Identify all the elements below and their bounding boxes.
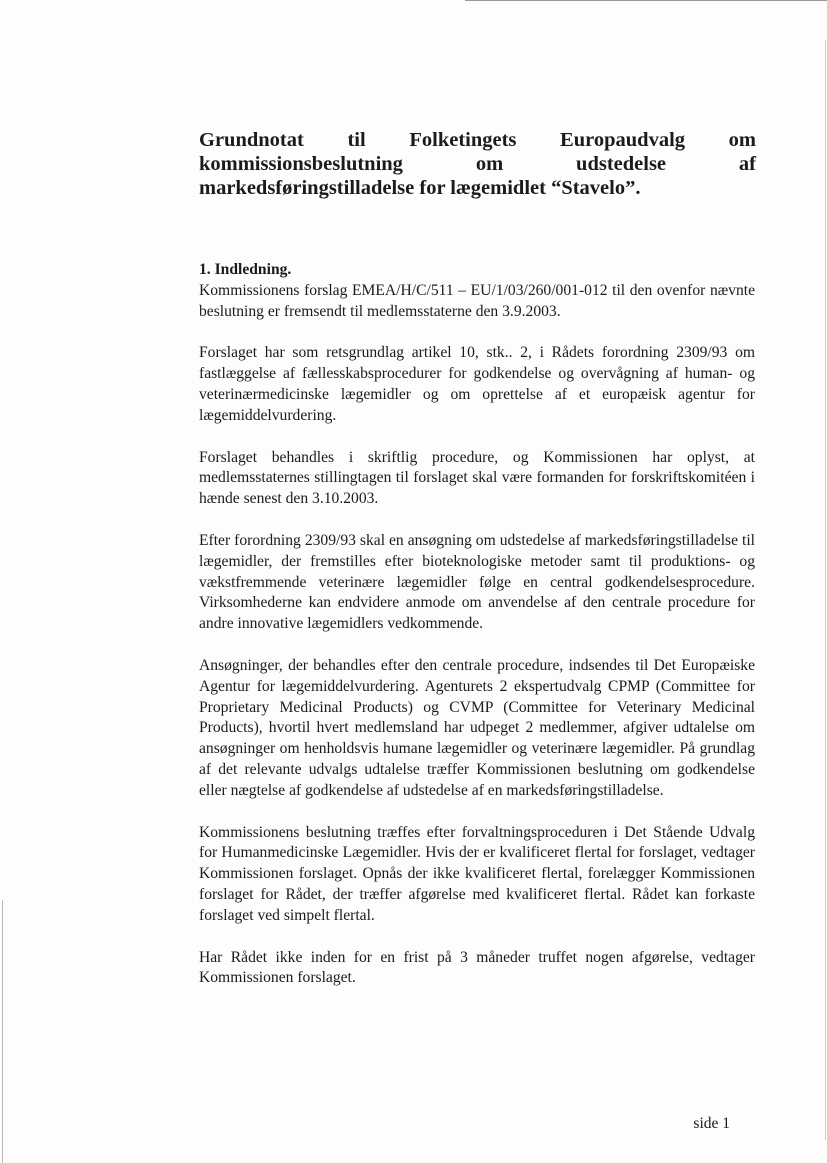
scan-edge-line (465, 0, 827, 1)
paragraph: Efter forordning 2309/93 skal en ansøgning om udstedelse af markedsføringstilladelse til lægemidler, der fremstilles efter bioteknologiske metoder samt til produktions- og vækstfremmende veterinære lægemidler følge en central godkendelsesprocedure. Virksomhederne kan endvidere anmode om anvendelse af den centrale procedure for andre innovative lægemidlers vedkommende. (199, 531, 755, 633)
scan-edge-line (825, 40, 826, 1140)
paragraph: Har Rådet ikke inden for en frist på 3 måneder truffet nogen afgørelse, vedtager Kommissionen forslaget. (199, 948, 755, 987)
scan-edge-line (2, 900, 3, 1163)
paragraph: Kommissionens forslag EMEA/H/C/511 – EU/1/03/260/001-012 til den ovenfor nævnte beslutning er fremsendt til medlemsstaterne den 3.9.2003. (199, 281, 755, 320)
section-heading: 1. Indledning. (199, 261, 292, 278)
paragraph: Forslaget har som retsgrundlag artikel 10, stk.. 2, i Rådets forordning 2309/93 om fastlæggelse af fællesskabsprocedurer for godkendelse og overvågning af human- og veterinærmedicinske lægemidler og om oprettelse af et europæisk agentur for lægemiddelvurdering. (199, 344, 755, 424)
paragraph: Kommissionens beslutning træffes efter forvaltningsproceduren i Det Stående Udvalg for Humanmedicinske Lægemidler. Hvis der er kvalificeret flertal for forslaget, vedtager Kommissionen forslaget. Opnås der ikke kvalificeret flertal, forelægger Kommissionen forslaget for Rådet, der træffer afgørelse med kvalificeret flertal. Rådet kan forkaste forslaget ved simpelt flertal. (199, 823, 755, 924)
page-number: side 1 (693, 1115, 730, 1132)
paragraph: Forslaget behandles i skriftlig procedure, og Kommissionen har oplyst, at medlemsstaternes stillingtagen til forslaget skal være formanden for forskriftskomitéen i hænde senest den 3.10.2003. (199, 448, 755, 508)
document-body (199, 260, 755, 1010)
paragraph: Ansøgninger, der behandles efter den centrale procedure, indsendes til Det Europæiske Agentur for lægemiddelvurdering. Agenturets 2 ekspertudvalg CPMP (Committee for Proprietary Medicinal Products) og CVMP (Committee for Veterinary Medicinal Products), hvortil hvert medlemsland har udpeget 2 medlemmer, afgiver udtalelse om ansøgninger om henholdsvis humane lægemidler og veterinære lægemidler. På grundlag af det relevante udvalgs udtalelse træffer Kommissionen beslutning om godkendelse eller nægtelse af godkendelse af udstedelse af en markedsføringstilladelse. (199, 656, 755, 799)
document-title: Grundnotat til Folketingets Europaudvalg om kommissionsbeslutning om udstedelse af markedsføringstilladelse for lægemidlet “Stavelo”. (199, 129, 756, 199)
